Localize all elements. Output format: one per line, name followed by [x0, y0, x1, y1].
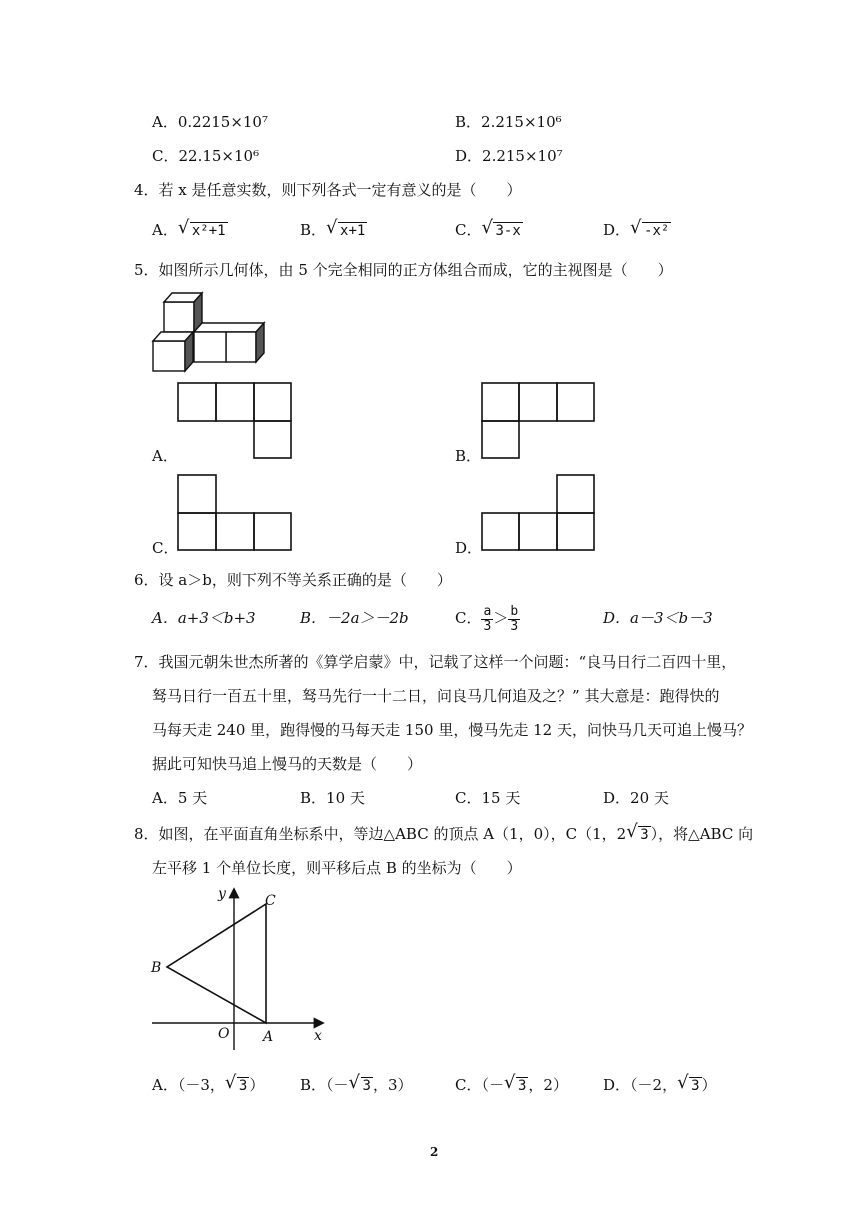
q8-line-1 — [134, 821, 754, 845]
q4-option-c-expr: 3-x — [495, 223, 521, 239]
radical: √ x²+1 — [177, 217, 226, 239]
q8-line-1-text: 8．如图，在平面直角坐标系中，等边△ABC 的顶点 A（1，0），C（1，2 — [134, 825, 627, 843]
q4-option-b — [300, 217, 367, 241]
q3-option-a: A．0.2215×10⁷ — [152, 113, 268, 131]
radical: √ x+1 — [326, 217, 366, 239]
q8-line-1-text-end: ），将△ABC 向 — [650, 825, 754, 843]
fraction-numerator: a — [483, 603, 492, 619]
q6-option-d: D．a－3＜b－3 — [603, 609, 713, 627]
q4-option-a-label: A． — [152, 221, 178, 239]
radicand: 3 — [691, 1078, 700, 1094]
q4-option-c — [455, 217, 523, 241]
radical: √ 3 — [224, 1072, 248, 1094]
q8-option-a-text-end: ） — [249, 1076, 265, 1094]
radical: √ 3 — [626, 821, 649, 843]
q4-option-d — [603, 217, 671, 241]
q3-option-d: D．2.215×10⁷ — [455, 147, 563, 165]
radicand: 3 — [640, 827, 649, 843]
q4-option-a-expr: x²+1 — [191, 223, 226, 239]
page-number: 2 — [430, 1145, 439, 1159]
q7-option-b: B．10 天 — [300, 789, 365, 807]
fraction-numerator: b — [510, 603, 519, 619]
q3-option-b: B．2.215×10⁶ — [455, 113, 562, 131]
q5-option-c-label: C． — [152, 539, 179, 557]
fraction — [481, 605, 493, 634]
triangle-abc — [167, 904, 266, 1023]
q7-line-4: 据此可知快马追上慢马的天数是（ ） — [152, 755, 423, 773]
origin-label: O — [218, 1026, 230, 1042]
q5-stem: 5．如图所示几何体，由 5 个完全相同的正方体组合而成，它的主视图是（ ） — [134, 261, 673, 279]
q6-option-b: B．－2a＞－2b — [300, 609, 409, 627]
q4-option-c-label: C． — [455, 221, 482, 239]
q5-option-a-view — [176, 381, 294, 461]
q7-option-a: A．5 天 — [152, 789, 208, 807]
q8-option-a — [152, 1072, 265, 1096]
comparison-operator: ＞ — [493, 609, 509, 627]
q8-option-b-text: B．（－ — [300, 1076, 349, 1094]
q8-option-c-text-end: ，2） — [528, 1076, 568, 1094]
q8-option-c — [455, 1072, 568, 1096]
q7-line-3: 马每天走 240 里，跑得慢的马每天走 150 里，慢马先走 12 天，问快马几天可追上慢马？ — [152, 721, 752, 739]
q6-option-c — [455, 600, 520, 636]
q7-option-d: D．20 天 — [603, 789, 669, 807]
cube-solid-figure — [148, 290, 273, 376]
radical: √ 3 — [677, 1072, 700, 1094]
radicand: 3 — [238, 1078, 248, 1094]
q8-option-d-text: D．（－2， — [603, 1076, 678, 1094]
q5-option-a-label: A． — [152, 447, 178, 465]
q7-line-2: 驽马日行一百五十里，驽马先行一十二日，问良马几何追及之？” 其大意是：跑得快的 — [152, 687, 720, 705]
q4-option-a — [152, 217, 228, 241]
q5-option-b-label: B． — [455, 447, 482, 465]
y-axis-label: y — [218, 886, 226, 902]
x-axis-label: x — [314, 1028, 322, 1044]
q8-option-b — [300, 1072, 413, 1096]
q7-line-1: 7．我国元朝朱世杰所著的《算学启蒙》中，记载了这样一个问题：“良马日行二百四十里， — [134, 653, 737, 671]
q5-option-c-view — [176, 473, 294, 553]
q8-coordinate-graph — [146, 880, 336, 1050]
radicand: 3 — [517, 1078, 527, 1094]
q8-option-a-text: A．（－3， — [152, 1076, 225, 1094]
q4-option-b-label: B． — [300, 221, 327, 239]
radical: √ 3 — [503, 1072, 527, 1094]
q6-option-c-label: C． — [455, 609, 482, 627]
q8-option-b-text-end: ，3） — [372, 1076, 413, 1094]
q4-stem: 4．若 x 是任意实数，则下列各式一定有意义的是（ ） — [134, 181, 522, 199]
point-b-label: B — [151, 960, 162, 976]
q4-option-d-expr: -x² — [644, 223, 670, 239]
fraction-denominator: 3 — [510, 618, 519, 634]
q6-stem: 6．设 a＞b，则下列不等关系正确的是（ ） — [134, 571, 452, 589]
q5-option-d-view — [480, 473, 598, 553]
q8-option-d — [603, 1072, 717, 1096]
q6-option-a: A．a+3＜b+3 — [152, 609, 256, 627]
q8-option-d-text-end: ） — [701, 1076, 717, 1094]
q5-option-b-view — [480, 381, 598, 461]
radical: √ 3 — [348, 1072, 371, 1094]
radicand: 3 — [362, 1078, 371, 1094]
q3-option-c: C．22.15×10⁶ — [152, 147, 260, 165]
q8-line-2: 左平移 1 个单位长度，则平移后点 B 的坐标为（ ） — [152, 859, 522, 877]
fraction — [508, 605, 520, 634]
radical: √ 3-x — [481, 217, 521, 239]
fraction-denominator: 3 — [483, 618, 492, 634]
q5-option-d-label: D． — [455, 539, 483, 557]
radical: √ -x² — [630, 217, 670, 239]
q4-option-d-label: D． — [603, 221, 631, 239]
point-a-label: A — [263, 1029, 274, 1045]
q8-option-c-text: C．（－ — [455, 1076, 504, 1094]
point-c-label: C — [265, 893, 276, 909]
q4-option-b-expr: x+1 — [340, 223, 366, 239]
q7-option-c: C．15 天 — [455, 789, 521, 807]
